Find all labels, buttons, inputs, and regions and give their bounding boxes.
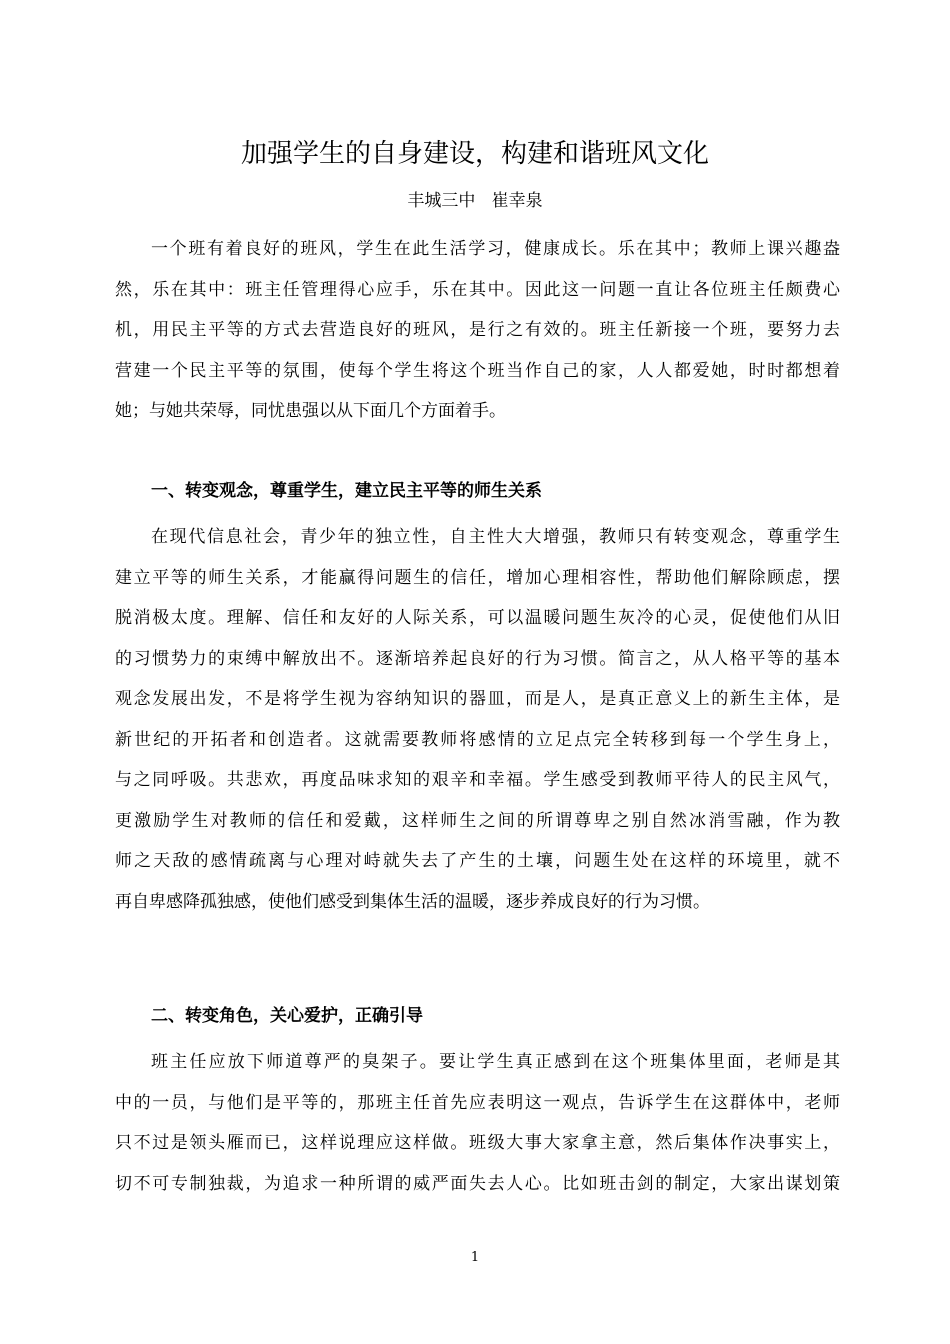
paragraph-line: 师之天敌的感情疏离与心理对峙就失去了产生的土壤，问题生处在这样的环境里，就不 [115,851,840,871]
paragraph-line: 一个班有着良好的班风，学生在此生活学习，健康成长。乐在其中；教师上课兴趣盎 [151,239,840,259]
paragraph-line: 切不可专制独裁，为追求一种所谓的威严面失去人心。比如班击剑的制定，大家出谋划策 [115,1173,840,1194]
section-heading-1: 一、转变观念，尊重学生，建立民主平等的师生关系 [151,481,542,501]
paragraph-line: 在现代信息社会，青少年的独立性，自主性大大增强，教师只有转变观念，尊重学生 [151,527,840,547]
paragraph-line: 脱消极太度。理解、信任和友好的人际关系，可以温暖问题生灰冷的心灵，促使他们从旧 [115,608,840,628]
paragraph-line: 只不过是领头雁而已，这样说理应这样做。班级大事大家拿主意，然后集体作决事实上， [115,1133,840,1153]
paragraph-line: 观念发展出发，不是将学生视为容纳知识的器皿，而是人，是真正意义上的新生主体，是 [115,689,840,709]
page-number: 1 [470,1250,480,1265]
section-1-paragraph [115,517,840,922]
paragraph-line: 班主任应放下师道尊严的臭架子。要让学生真正感到在这个班集体里面，老师是其 [151,1052,840,1072]
paragraph-line: 更激励学生对教师的信任和爱戴，这样师生之间的所谓尊卑之别自然冰消雪融，作为教 [115,810,840,831]
paragraph-line: 营建一个民主平等的氛围，使每个学生将这个班当作自己的家，人人都爱她，时时都想着 [115,360,840,381]
section-2-paragraph [115,1042,840,1204]
paragraph-line: 与之同呼吸。共悲欢，再度品味求知的艰辛和幸福。学生感受到教师平待人的民主风气， [115,770,840,790]
paragraph-line: 然，乐在其中：班主任管理得心应手，乐在其中。因此这一问题一直让各位班主任颇费心 [115,279,840,300]
document-title: 加强学生的自身建设，构建和谐班风文化 [240,139,709,169]
author-line: 丰城三中 崔幸泉 [407,191,543,211]
paragraph-line: 建立平等的师生关系，才能赢得问题生的信任，增加心理相容性，帮助他们解除顾虑，摆 [115,567,840,588]
intro-paragraph [115,229,840,432]
section-heading-2: 二、转变角色，关心爱护，正确引导 [151,1006,423,1026]
paragraph-line: 机，用民主平等的方式去营造良好的班风，是行之有效的。班主任新接一个班，要努力去 [115,320,840,340]
paragraph-line: 的习惯势力的束缚中解放出不。逐渐培养起良好的行为习惯。简言之，从人格平等的基本 [115,648,840,669]
paragraph-line: 中的一员，与他们是平等的，那班主任首先应表明这一观点，告诉学生在这群体中，老师 [115,1092,840,1113]
paragraph-line: 新世纪的开拓者和创造者。这就需要教师将感情的立足点完全转移到每一个学生身上， [115,729,840,750]
paragraph-line: 再自卑感降孤独感，使他们感受到集体生活的温暖，逐步养成良好的行为习惯。 [115,891,710,912]
paragraph-line: 她；与她共荣辱，同忧患强以从下面几个方面着手。 [115,401,506,421]
